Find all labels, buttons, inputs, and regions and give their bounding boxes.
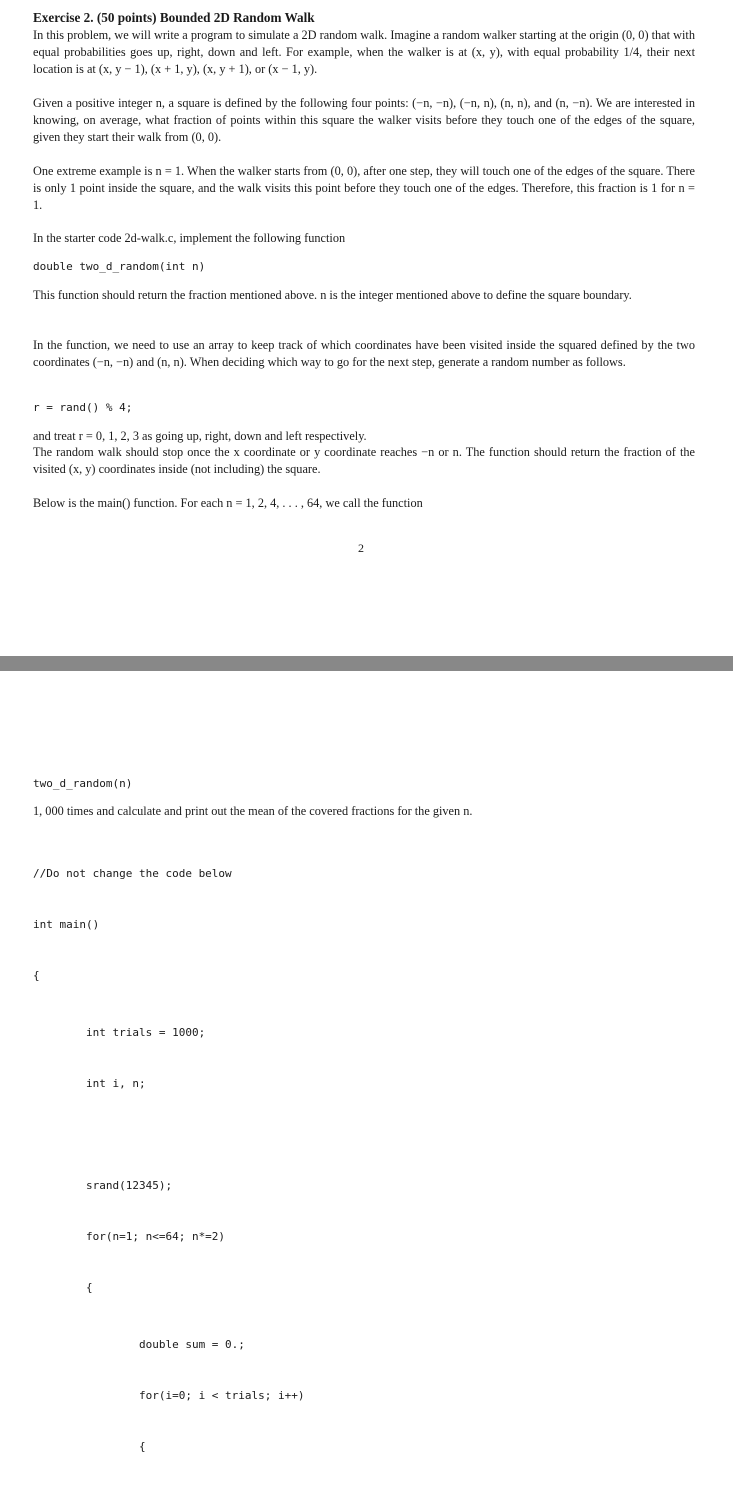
code-line: //Do not change the code below — [33, 867, 232, 880]
code-line: srand(12345); — [33, 1179, 173, 1192]
rand-code-line: r = rand() % 4; — [33, 401, 133, 414]
array-tracking-paragraph: In the function, we need to use an array to keep track of which coordinates have been visited inside the squared defined by the two coordinates (−n, −n) and (n, n). When deciding which way to go for the next step, generate a random number as follows. — [33, 338, 695, 369]
document-page-1 — [0, 0, 733, 656]
stop-condition-paragraph: The random walk should stop once the x coordinate or y coordinate reaches −n or n. The function should return the fraction of the visited (x, y) coordinates inside (not including) the square. — [33, 445, 695, 476]
code-line: { — [33, 1281, 93, 1294]
starter-code-paragraph: In the starter code 2d-walk.c, implement the following function — [33, 231, 346, 245]
main-code-block — [33, 831, 305, 1489]
square-definition-paragraph: Given a positive integer n, a square is defined by the following four points: (−n, −n), (−n, n), (n, n), and (n, −n). We are interested in knowing, on average, what fraction of points within this square the walker visits before they touch one of the edges of the square, given they start their walk from (0, 0). — [33, 96, 695, 144]
page-separator — [0, 656, 733, 671]
function-call-line: two_d_random(n) — [33, 777, 133, 790]
code-line: for(n=1; n<=64; n*=2) — [33, 1230, 226, 1243]
code-line: { — [33, 969, 40, 982]
code-line — [33, 1126, 305, 1143]
main-intro-paragraph: Below is the main() function. For each n = 1, 2, 4, . . . , 64, we call the function — [33, 496, 423, 510]
exercise-title: Exercise 2. (50 points) Bounded 2D Random Walk — [33, 10, 315, 25]
code-line: { — [33, 1440, 146, 1453]
intro-paragraph: In this problem, we will write a program to simulate a 2D random walk. Imagine a random walker starting at the origin (0, 0) that with equal probabilities goes up, right, down and left. For example, when the walker is at (x, y), with equal probability 1/4, their next location is at (x, y − 1), (x + 1, y), (x, y + 1), or (x − 1, y). — [33, 28, 695, 76]
return-description-paragraph: This function should return the fraction mentioned above. n is the integer mentioned above to define the square boundary. — [33, 288, 632, 302]
code-line: double sum = 0.; — [33, 1338, 245, 1351]
code-line: int main() — [33, 918, 100, 931]
bottom-fade-overlay — [0, 990, 733, 1024]
code-line: for(i=0; i < trials; i++) — [33, 1389, 305, 1402]
trials-description-paragraph: 1, 000 times and calculate and print out the mean of the covered fractions for the given n. — [33, 804, 473, 818]
code-line: int trials = 1000; — [33, 1026, 206, 1039]
function-signature: double two_d_random(int n) — [33, 260, 206, 273]
page-number: 2 — [358, 541, 364, 555]
direction-treatment-line: and treat r = 0, 1, 2, 3 as going up, right, down and left respectively. — [33, 429, 367, 443]
code-line: int i, n; — [33, 1077, 146, 1090]
document-page-2 — [0, 671, 733, 1453]
extreme-example-paragraph: One extreme example is n = 1. When the walker starts from (0, 0), after one step, they will touch one of the edges of the square. There is only 1 point inside the square, and the walk visits this point before they touch one of the edges. Therefore, this fraction is 1 for n = 1. — [33, 164, 695, 212]
